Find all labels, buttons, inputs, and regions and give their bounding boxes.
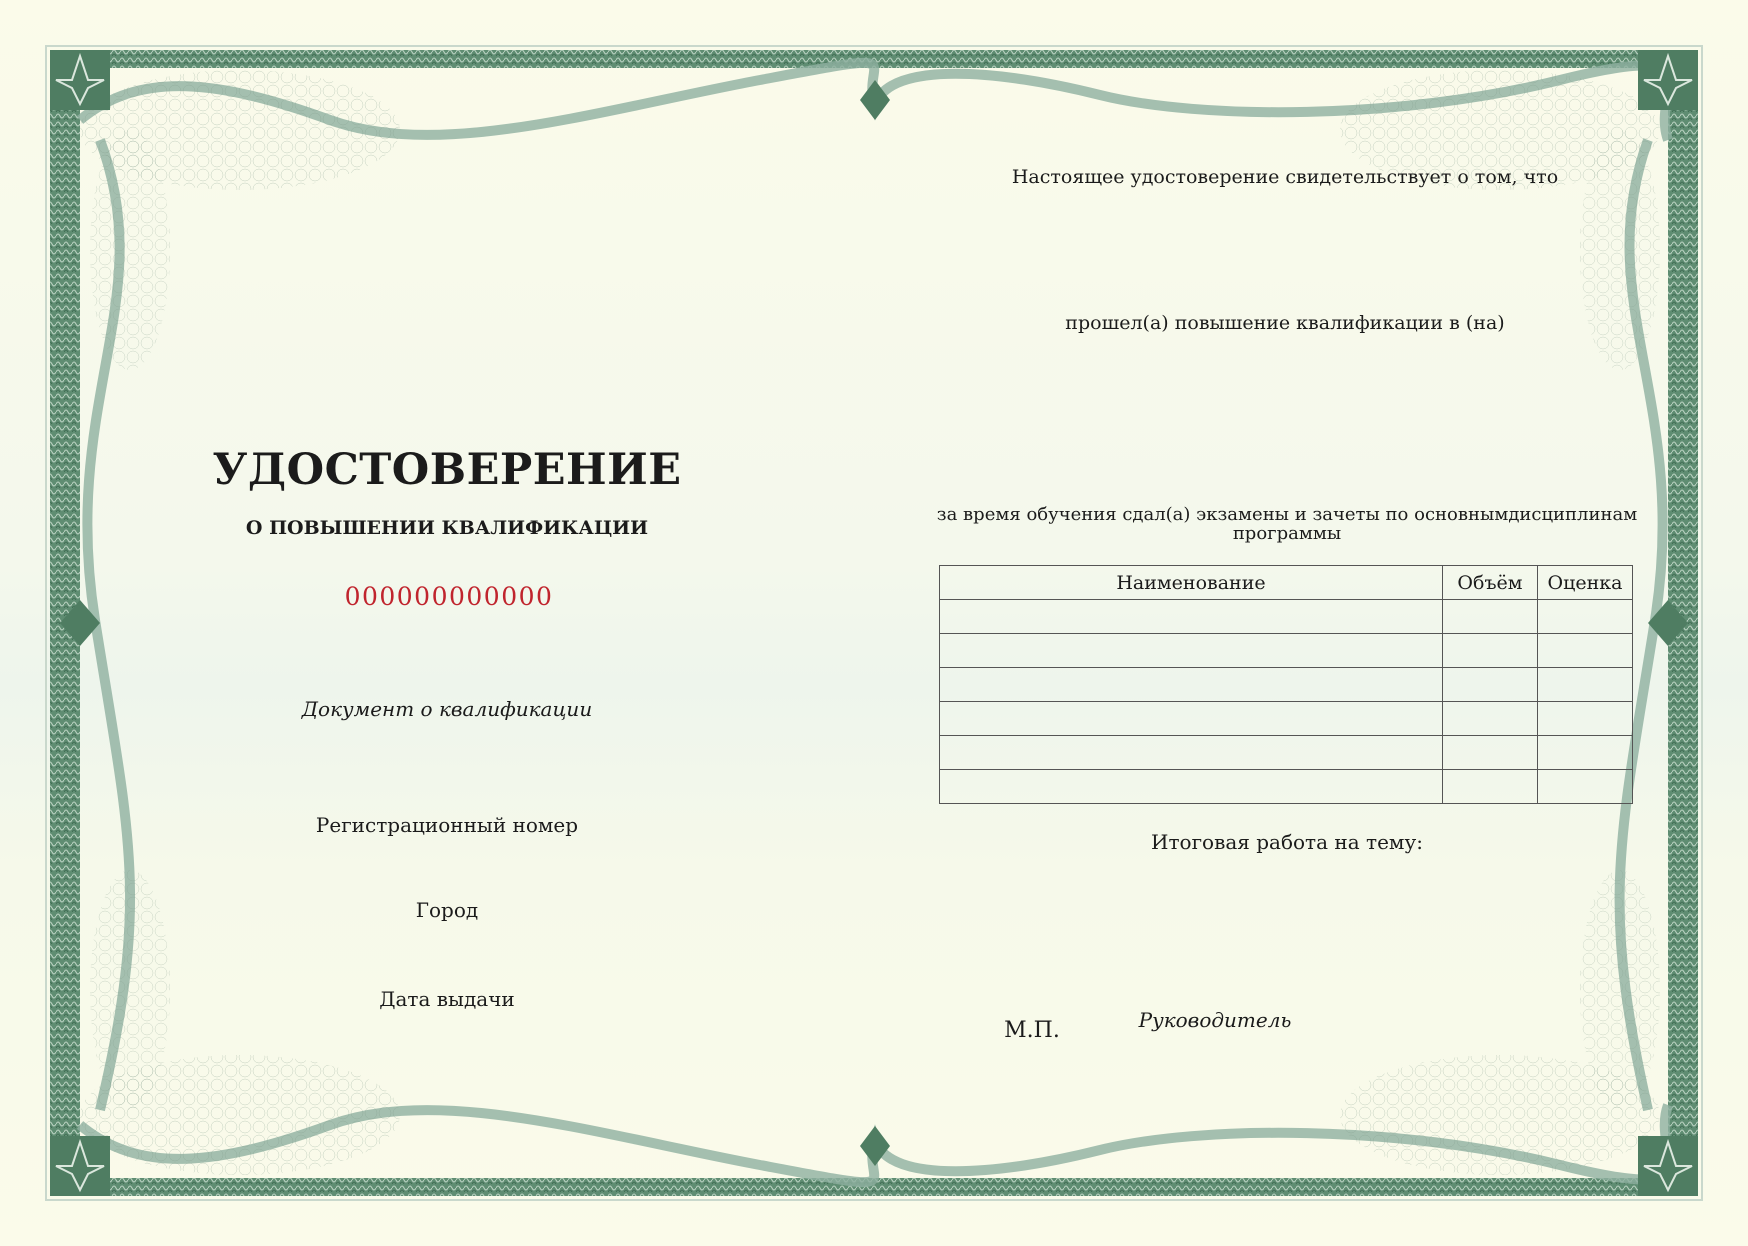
final-work-label: Итоговая работа на тему: xyxy=(1151,830,1423,854)
table-header-row xyxy=(940,566,1633,600)
table-cell xyxy=(940,600,1443,634)
table-row xyxy=(940,634,1633,668)
column-header-grade: Оценка xyxy=(1538,566,1633,600)
city-label: Город xyxy=(415,898,479,922)
table-cell xyxy=(1538,668,1633,702)
issue-date-label: Дата выдачи xyxy=(379,987,515,1011)
stamp-place-label: М.П. xyxy=(1004,1018,1060,1043)
table-row xyxy=(940,668,1633,702)
table-cell xyxy=(1443,600,1538,634)
table-cell xyxy=(1538,702,1633,736)
document-subtitle: О ПОВЫШЕНИИ КВАЛИФИКАЦИИ xyxy=(245,517,649,539)
table-cell xyxy=(1538,770,1633,804)
passed-training-text: прошел(а) повышение квалификации в (на) xyxy=(1065,312,1505,334)
table-cell xyxy=(1443,634,1538,668)
table-cell xyxy=(940,702,1443,736)
registration-number-label: Регистрационный номер xyxy=(315,813,579,837)
table-cell xyxy=(1443,702,1538,736)
column-header-volume: Объём xyxy=(1443,566,1538,600)
table-cell xyxy=(940,770,1443,804)
intro-text: Настоящее удостоверение свидетельствует о том, что xyxy=(1011,166,1559,188)
table-row xyxy=(940,736,1633,770)
column-header-name: Наименование xyxy=(940,566,1443,600)
table-cell xyxy=(940,668,1443,702)
table-cell xyxy=(940,736,1443,770)
table-cell xyxy=(1538,600,1633,634)
document-number: 000000000000 xyxy=(344,582,554,611)
table-row xyxy=(940,702,1633,736)
table-cell xyxy=(1538,634,1633,668)
table-row xyxy=(940,770,1633,804)
table-cell xyxy=(1443,668,1538,702)
table-row xyxy=(940,600,1633,634)
head-signature-label: Руководитель xyxy=(1138,1008,1292,1032)
qualification-doc-label: Документ о квалификации xyxy=(301,697,593,721)
grades-table xyxy=(939,565,1633,804)
table-cell xyxy=(1443,770,1538,804)
exams-text: за время обучения сдал(а) экзамены и зачеты по основнымдисциплинам программы xyxy=(936,504,1638,544)
document-title: УДОСТОВЕРЕНИЕ xyxy=(212,445,682,495)
table-cell xyxy=(940,634,1443,668)
table-cell xyxy=(1443,736,1538,770)
table-cell xyxy=(1538,736,1633,770)
